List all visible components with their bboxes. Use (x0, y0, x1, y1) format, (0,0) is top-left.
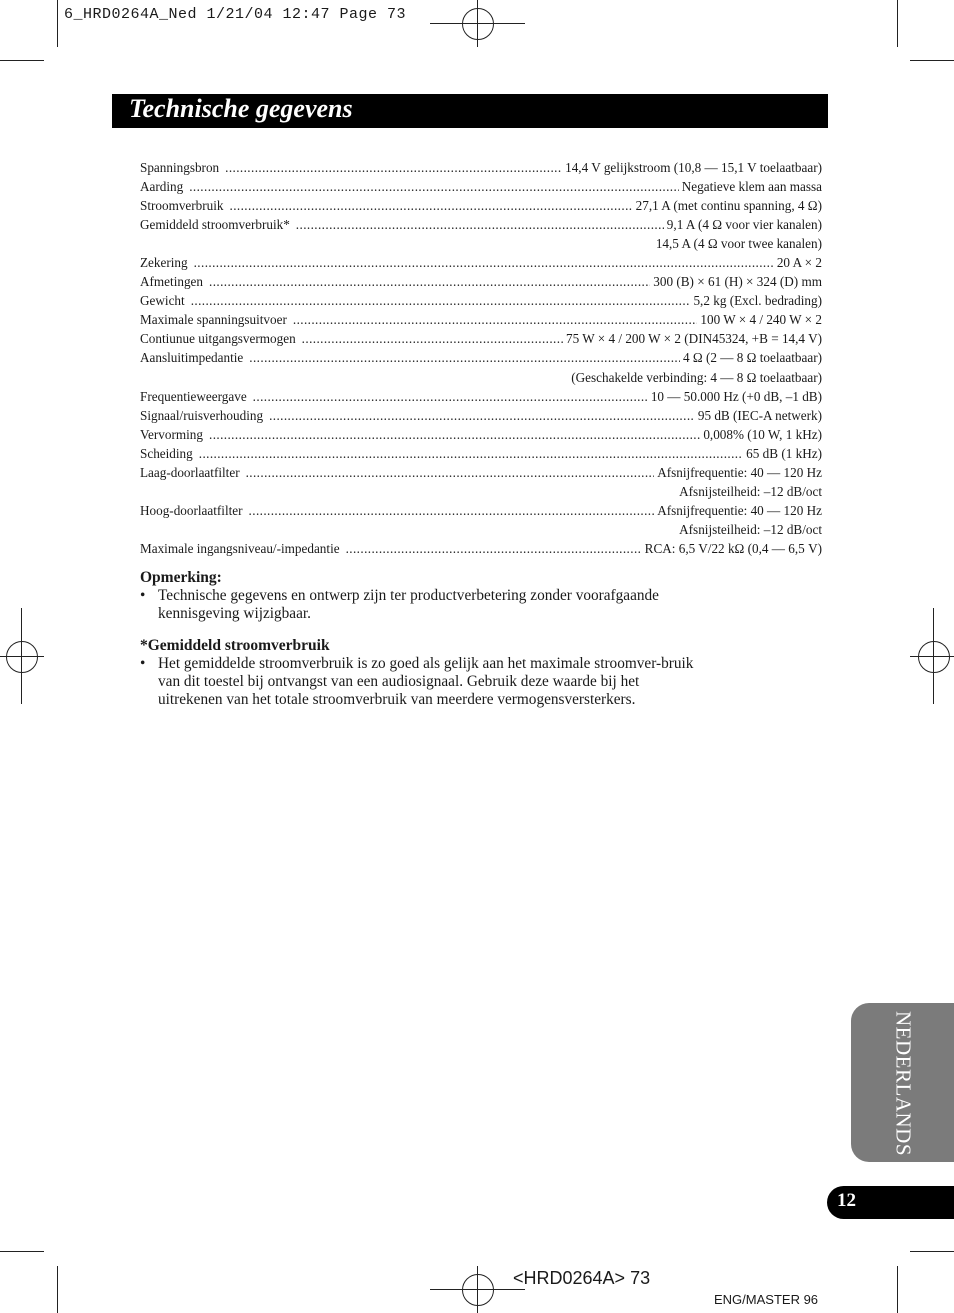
spec-row (140, 272, 822, 291)
spec-value: 5,2 kg (Excl. bedrading) (693, 293, 822, 309)
dot-leader (246, 463, 655, 482)
language-tab-label: NEDERLANDS (891, 1011, 916, 1156)
spec-label: Frequentieweergave (140, 388, 247, 404)
dot-leader (296, 215, 664, 234)
spec-row (140, 158, 822, 177)
spec-label: Scheiding (140, 445, 193, 461)
spec-row (140, 329, 822, 348)
spec-value: 0,008% (10 W, 1 kHz) (703, 426, 822, 442)
dot-leader (225, 158, 562, 177)
spec-value: (Geschakelde verbinding: 4 — 8 Ω toelaatbaar) (571, 369, 822, 385)
spec-row (140, 463, 822, 482)
spec-row (140, 425, 822, 444)
spec-value: 20 A × 2 (776, 255, 822, 271)
spec-value: RCA: 6,5 V/22 kΩ (0,4 — 6,5 V) (644, 540, 822, 556)
crop-mark (0, 1251, 44, 1252)
spec-label: Contiunue uitgangsvermogen (140, 331, 296, 347)
spec-label: Spanningsbron (140, 160, 220, 175)
spec-value: 75 W × 4 / 200 W × 2 (DIN45324, +B = 14,4 V) (565, 331, 822, 347)
spec-table (140, 158, 822, 558)
spec-value: 95 dB (IEC-A netwerk) (697, 407, 822, 423)
spec-label: Gemiddeld stroomverbruik* (140, 217, 290, 233)
spec-value: 10 — 50.000 Hz (+0 dB, –1 dB) (650, 388, 822, 404)
spec-value: 65 dB (1 kHz) (746, 445, 822, 461)
spec-row (140, 348, 822, 367)
dot-leader (209, 425, 700, 444)
registration-circle (6, 641, 38, 673)
dot-leader (302, 329, 563, 348)
spec-row (140, 501, 822, 520)
spec-value: 4 Ω (2 — 8 Ω toelaatbaar) (683, 350, 822, 366)
spec-value: 14,4 V gelijkstroom (10,8 — 15,1 V toelaatbaar) (565, 160, 822, 175)
crop-mark (910, 60, 954, 61)
note-block (140, 569, 700, 623)
dot-leader (194, 253, 774, 272)
spec-row (140, 368, 822, 387)
spec-label: Maximale spanningsuitvoer (140, 312, 287, 328)
spec-label: Afmetingen (140, 274, 203, 290)
notes-section (140, 569, 700, 709)
dot-leader (199, 444, 743, 463)
dot-leader (253, 387, 648, 406)
spec-label: Stroomverbruik (140, 198, 224, 214)
spec-label: Zekering (140, 255, 188, 271)
spec-value: 27,1 A (met continu spanning, 4 Ω) (635, 198, 822, 214)
language-tab (851, 1003, 954, 1162)
spec-row (140, 291, 822, 310)
spec-value: Negatieve klem aan massa (681, 179, 822, 195)
note-bullet (140, 655, 700, 709)
title-bar (112, 94, 828, 128)
print-header: 6_HRD0264A_Ned 1/21/04 12:47 Page 73 (64, 6, 407, 23)
crop-mark (57, 1266, 58, 1313)
note-heading: Opmerking: (140, 569, 222, 586)
spec-label: Aansluitimpedantie (140, 350, 244, 366)
spec-value: 14,5 A (4 Ω voor twee kanalen) (655, 236, 822, 252)
page-number: 12 (837, 1190, 856, 1211)
spec-row (140, 482, 822, 501)
crop-mark (910, 1251, 954, 1252)
dot-leader (269, 406, 695, 425)
spec-row (140, 253, 822, 272)
spec-label: Vervorming (140, 426, 203, 442)
footer-master: ENG/MASTER 96 (714, 1292, 819, 1307)
spec-value: 300 (B) × 61 (H) × 324 (D) mm (653, 274, 822, 290)
registration-circle (462, 1274, 494, 1306)
crop-mark (57, 0, 58, 47)
spec-label: Gewicht (140, 293, 185, 309)
spec-row (140, 539, 822, 558)
note-text: Technische gegevens en ontwerp zijn ter productverbetering zonder voorafgaande kennisgeving wijzigbaar. (158, 587, 659, 622)
dot-leader (191, 291, 691, 310)
spec-row (140, 387, 822, 406)
dot-leader (230, 196, 633, 215)
spec-label: Aarding (140, 179, 184, 195)
spec-label: Signaal/ruisverhouding (140, 407, 264, 423)
dot-leader (249, 348, 680, 367)
registration-circle (462, 8, 494, 40)
spec-row (140, 215, 822, 234)
dot-leader (209, 272, 650, 291)
spec-value: Afsnijfrequentie: 40 — 120 Hz (657, 502, 822, 518)
spec-row (140, 444, 822, 463)
crop-mark (897, 0, 898, 47)
spec-row (140, 310, 822, 329)
dot-leader (293, 310, 698, 329)
bullet-icon: • (140, 655, 146, 672)
dot-leader (189, 177, 679, 196)
registration-circle (918, 641, 950, 673)
spec-value: 100 W × 4 / 240 W × 2 (700, 312, 822, 328)
note-block (140, 637, 700, 709)
spec-label: Laag-doorlaatfilter (140, 464, 240, 480)
spec-label: Hoog-doorlaatfilter (140, 502, 243, 518)
bullet-icon: • (140, 587, 146, 604)
dot-leader (249, 501, 655, 520)
note-text: Het gemiddelde stroomverbruik is zo goed als gelijk aan het maximale stroomver-bruik van dit toestel bij ontvangst van een audiosignaal. Gebruik deze waarde bij het uitrekenen van het totale stroomverbruik van meerdere vermogensversterkers. (158, 655, 694, 708)
spec-value: Afsnijsteilheid: –12 dB/oct (679, 521, 822, 537)
spec-row (140, 520, 822, 539)
spec-label: Maximale ingangsniveau/-impedantie (140, 540, 340, 556)
spec-row (140, 234, 822, 253)
spec-row (140, 177, 822, 196)
crop-mark (897, 1266, 898, 1313)
spec-row (140, 196, 822, 215)
crop-mark (0, 60, 44, 61)
spec-row (140, 406, 822, 425)
page-title: Technische gegevens (129, 94, 353, 123)
spec-value: Afsnijfrequentie: 40 — 120 Hz (657, 464, 822, 480)
dot-leader (346, 539, 642, 558)
note-heading: *Gemiddeld stroomverbruik (140, 637, 330, 654)
note-bullet (140, 587, 700, 623)
page-number-tab (827, 1186, 954, 1219)
spec-value: 9,1 A (4 Ω voor vier kanalen) (666, 217, 822, 233)
footer-code: <HRD0264A> 73 (513, 1268, 651, 1288)
spec-value: Afsnijsteilheid: –12 dB/oct (679, 483, 822, 499)
